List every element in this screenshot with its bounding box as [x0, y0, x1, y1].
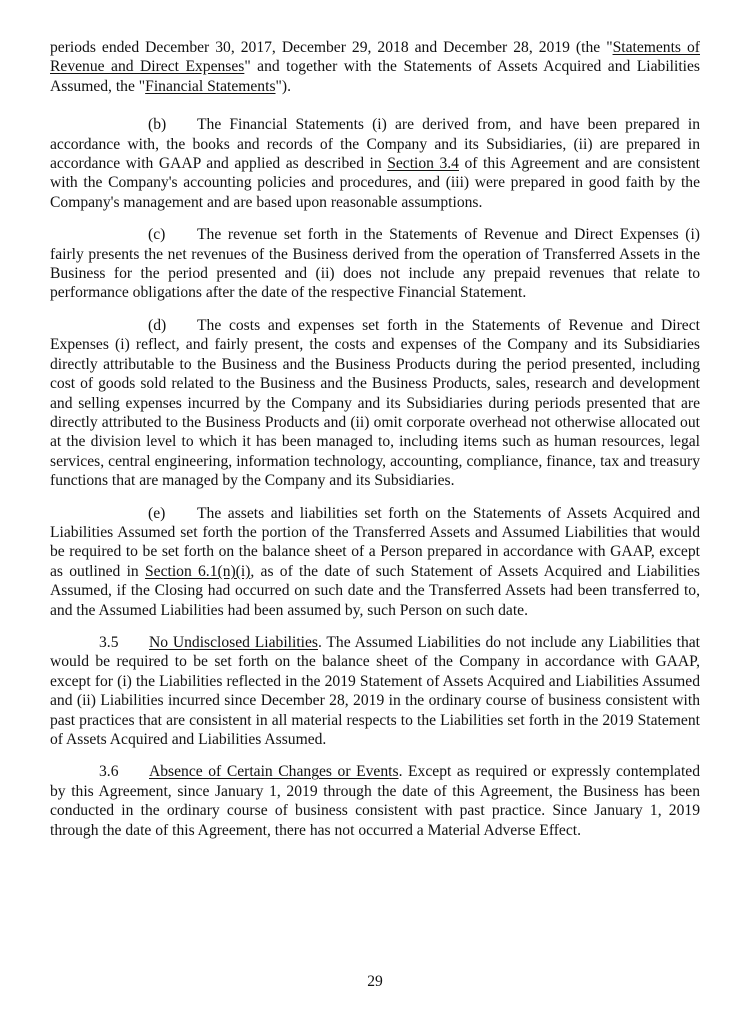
section-number: 3.6	[99, 763, 119, 781]
defined-term-statements-of-revenue: Statements of Revenue and Direct Expenses	[50, 39, 700, 76]
section-heading: No Undisclosed Liabilities	[149, 633, 318, 651]
paragraph-b: (b) The Financial Statements (i) are derived from, and have been prepared in accordance with, the books and records of the Company and its Subsidiaries, (ii) are prepared in accordance with GAAP and applied as described in Section 3.4 of this Agreement and are consistent with the Company's accounting policies and procedures, and (iii) were prepared in good faith by the Company's management and are based upon reasonable assumptions.	[50, 116, 700, 211]
section-reference-6-1-n-i: Section 6.1(n)(i)	[144, 562, 251, 580]
section-number: 3.5	[99, 633, 119, 651]
section-3-5: 3.5 No Undisclosed Liabilities. The Assumed Liabilities do not include any Liabilities that would be required to be set forth on the balance sheet of the Company in accordance with GAAP, except for (i) the Liabilities reflected in the 2019 Statement of Assets Acquired and Liabilities Assumed and (ii) Liabilities incurred since December 28, 2019 in the ordinary course of business consistent with past practices that are consistent in all material respects to the Liabilities set forth in the 2019 Statement of Assets Acquired and Liabilities Assumed.	[50, 633, 700, 748]
page-number: 29	[367, 973, 383, 990]
section-heading: Absence of Certain Changes or Events	[149, 763, 399, 781]
paragraph-label: (e)	[148, 504, 166, 522]
intro-paragraph: periods ended December 30, 2017, December 29, 2018 and December 28, 2019 (the "Statements of Revenue and Direct Expenses" and together with the Statements of Assets Acquired and Liabilities Assumed, the "Financial Statements").	[50, 39, 700, 95]
document-page	[50, 38, 700, 853]
section-3-6: 3.6 Absence of Certain Changes or Events. Except as required or expressly contemplated by this Agreement, since January 1, 2019 through the date of this Agreement, the Business has been conducted in the ordinary course of business consistent with past practice. Since January 1, 2019 through the date of this Agreement, there has not occurred a Material Adverse Effect.	[50, 763, 700, 839]
paragraph-c: (c) The revenue set forth in the Statements of Revenue and Direct Expenses (i) fairly presents the net revenues of the Business derived from the operation of Transferred Assets in the Business for the period presented and (ii) does not include any prepaid revenues that relate to performance obligations after the date of the respective Financial Statement.	[50, 226, 700, 302]
paragraph-label: (b)	[148, 116, 167, 134]
paragraph-label: (c)	[148, 226, 166, 244]
paragraph-label: (d)	[148, 316, 167, 334]
defined-term-financial-statements: Financial Statements	[145, 77, 276, 95]
paragraph-e: (e) The assets and liabilities set forth on the Statements of Assets Acquired and Liabilities Assumed set forth the portion of the Transferred Assets and Assumed Liabilities that would be required to be set forth on the balance sheet of a Person prepared in accordance with GAAP, except as outlined in Section 6.1(n)(i), as of the date of such Statement of Assets Acquired and Liabilities Assumed, if the Closing had occurred on such date and the Transferred Assets had been transferred to, and the Assumed Liabilities had been assumed by, such Person on such date.	[50, 504, 700, 619]
paragraph-d: (d) The costs and expenses set forth in the Statements of Revenue and Direct Expenses (i) reflect, and fairly present, the costs and expenses of the Company and its Subsidiaries directly attributable to the Business and the Business Products during the period presented, including cost of goods sold related to the Business and the Business Products, sales, research and development and selling expenses incurred by the Company and its Subsidiaries during periods presented that are directly attributed to the Business Products and (ii) omit corporate overhead not otherwise allocated out at the division level to which it has been managed to, including items such as human resources, legal services, central engineering, information technology, accounting, compliance, finance, tax and treasury functions that are managed by the Company and its Subsidiaries.	[50, 316, 700, 490]
section-reference-3-4: Section 3.4	[387, 155, 459, 173]
